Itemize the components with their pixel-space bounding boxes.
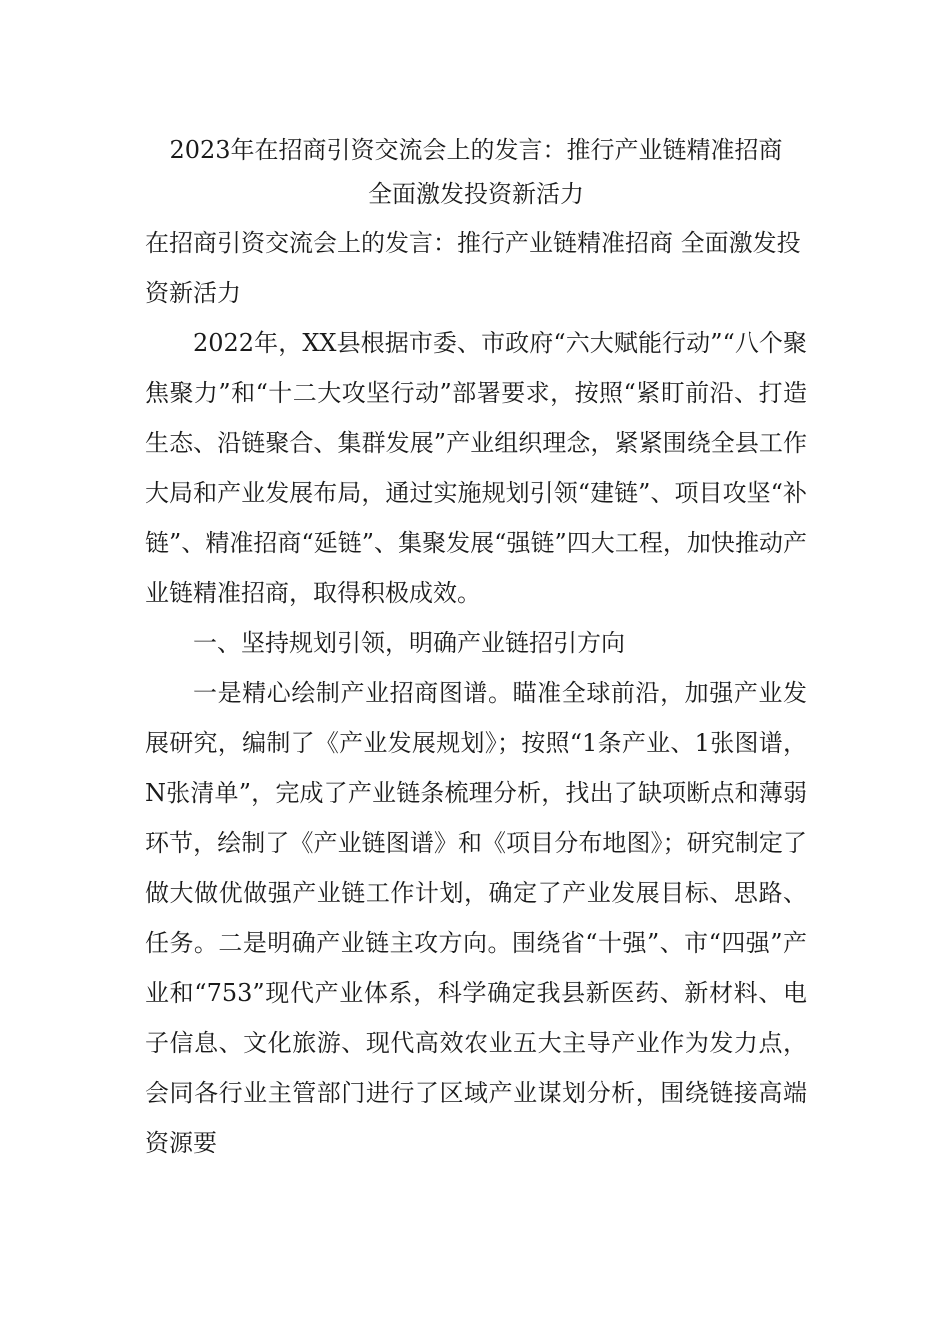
title-line-1: 2023年在招商引资交流会上的发言：推行产业链精准招商 <box>169 136 783 164</box>
section-heading-1: 一、坚持规划引领，明确产业链招引方向 <box>193 629 625 657</box>
title-line-2: 全面激发投资新活力 <box>368 180 584 208</box>
document-title <box>145 128 807 216</box>
paragraph-intro: 2022年，XX县根据市委、市政府“六大赋能行动”“八个聚焦聚力”和“十二大攻坚行动”部署要求，按照“紧盯前沿、打造生态、沿链聚合、集群发展”产业组织理念，紧紧围绕全县工作大局和产业发展布局，通过实施规划引领“建链”、项目攻坚“补链”、精准招商“延链”、集聚发展“强链”四大工程，加快推动产业链精准招商，取得积极成效。 <box>145 329 807 607</box>
paragraph-section-1: 一是精心绘制产业招商图谱。瞄准全球前沿，加强产业发展研究，编制了《产业发展规划》；按照“1条产业、1张图谱，N张清单”，完成了产业链条梳理分析，找出了缺项断点和薄弱环节，绘制了《产业链图谱》和《项目分布地图》；研究制定了做大做优做强产业链工作计划，确定了产业发展目标、思路、任务。二是明确产业链主攻方向。围绕省“十强”、市“四强”产业和“753”现代产业体系，科学确定我县新医药、新材料、电子信息、文化旅游、现代高效农业五大主导产业作为发力点，会同各行业主管部门进行了区域产业谋划分析，围绕链接高端资源要 <box>145 679 807 1157</box>
document-subtitle: 在招商引资交流会上的发言：推行产业链精准招商 全面激发投资新活力 <box>145 229 801 307</box>
document-body <box>145 128 807 1168</box>
